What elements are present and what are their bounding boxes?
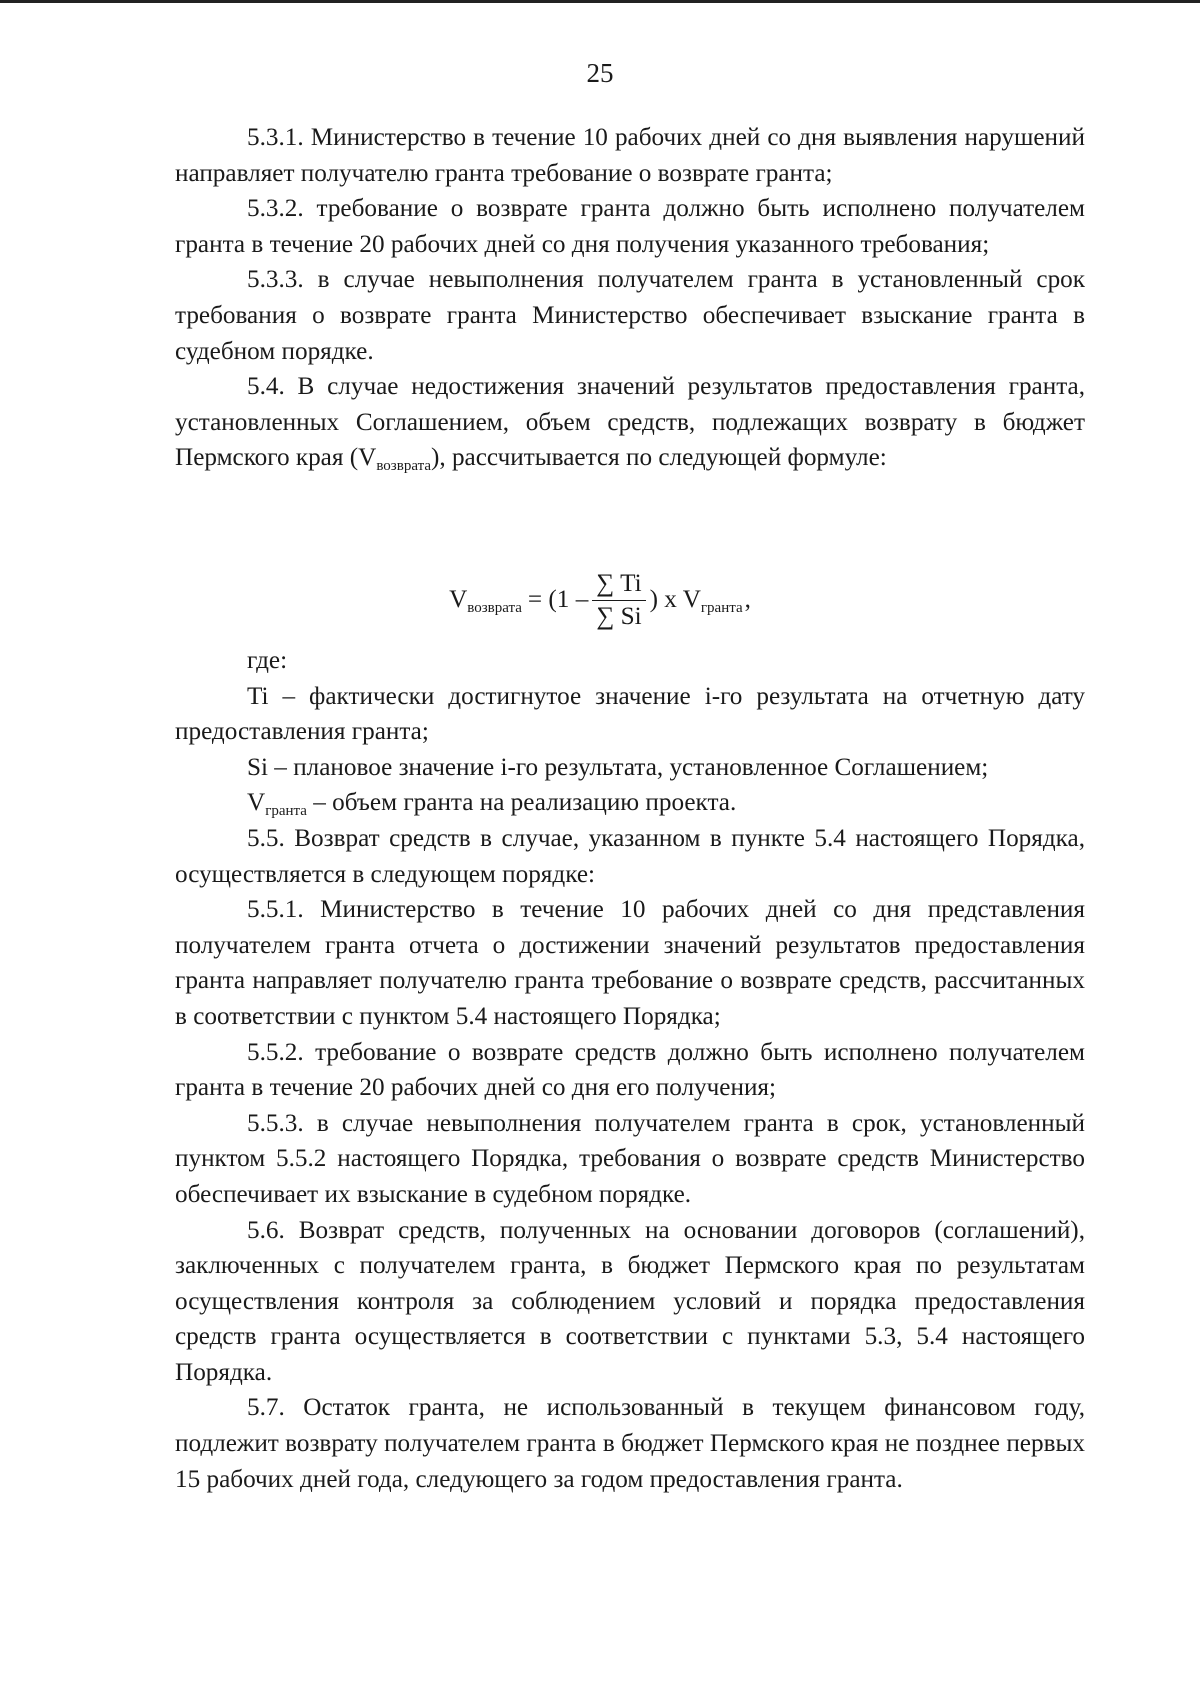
- definition-si: Si – плановое значение i-го результата, установленное Соглашением;: [247, 753, 989, 781]
- return-formula: [0, 564, 1200, 636]
- definition-v-grant: $V_{гранта}$ – объем гранта на реализацию проекта.: [247, 789, 737, 820]
- definition-ti: Ti – фактически достигнутое значение i-го результата на отчетную дату предоставления гранта;: [175, 682, 1085, 746]
- paragraph-5-7: 5.7. Остаток гранта, не использованный в текущем финансовом году, подлежит возврату получателем гранта в бюджет Пермского края не позднее первых 15 рабочих дней года, следующего за годом предоставления гранта.: [175, 1394, 1085, 1493]
- formula-denominator: ∑ Si: [596, 602, 642, 630]
- formula-fraction: [592, 570, 645, 631]
- formula-open: = (1 –: [527, 586, 589, 613]
- formula-end: ,: [744, 586, 751, 613]
- paragraph-5-5-3: 5.5.3. в случае невыполнения получателем гранта в срок, установленный пунктом 5.5.2 настоящего Порядка, требования о возврате средств Министерство обеспечивает их взыскание в судебном порядке.: [175, 1109, 1085, 1208]
- formula-numerator: ∑ Ti: [592, 570, 645, 601]
- paragraph-5-4-text-end: ), рассчитывается по следующей формуле:: [430, 444, 887, 472]
- paragraph-5-4: [175, 369, 1085, 476]
- paragraph-5-4-text-start: 5.4. В случае недостижения значений результатов предоставления гранта, установленных Соглашением, объем средств, подлежащих возврату в бюджет Пермского края (V: [175, 373, 1085, 472]
- definitions-block: [175, 643, 1085, 1497]
- paragraph-5-5: 5.5. Возврат средств в случае, указанном в пункте 5.4 настоящего Порядка, осуществляется в следующем порядке:: [175, 824, 1085, 888]
- paragraph-5-3-1: 5.3.1. Министерство в течение 10 рабочих дней со дня выявления нарушений направляет получателю гранта требование о возврате гранта;: [175, 124, 1085, 187]
- top-border-line: [0, 0, 1200, 3]
- formula-close: ) x $V_{гранта}$: [649, 586, 743, 616]
- paragraph-5-3-3: 5.3.3. в случае невыполнения получателем гранта в установленный срок требования о возврате гранта Министерство обеспечивает взыскание гранта в судебном порядке.: [175, 266, 1085, 365]
- where-label: где:: [247, 647, 288, 674]
- paragraph-5-5-2: 5.5.2. требование о возврате средств должно быть исполнено получателем гранта в течение 20 рабочих дней со дня его получения;: [175, 1038, 1085, 1102]
- v-return-subscript: возврата: [376, 458, 431, 475]
- paragraph-5-6: 5.6. Возврат средств, полученных на основании договоров (соглашений), заключенных с получателем гранта, в бюджет Пермского края по результатам осуществления контроля за соблюдением условий и порядка предоставления средств гранта осуществляется в соответствии с пунктами 5.3, 5.4 настоящего Порядка.: [175, 1216, 1085, 1386]
- section-5-3-block: [175, 120, 1085, 476]
- formula-v-return: $V_{возврата}$: [449, 586, 522, 616]
- page-number: 25: [586, 58, 614, 88]
- paragraph-5-5-1: 5.5.1. Министерство в течение 10 рабочих дней со дня представления получателем гранта отчета о достижении значений результатов предоставления гранта направляет получателю гранта требование о возврате средств, рассчитанных в соответствии с пунктом 5.4 настоящего Порядка;: [175, 896, 1085, 1030]
- paragraph-5-3-2: 5.3.2. требование о возврате гранта должно быть исполнено получателем гранта в течение 20 рабочих дней со дня получения указанного требования;: [175, 195, 1085, 258]
